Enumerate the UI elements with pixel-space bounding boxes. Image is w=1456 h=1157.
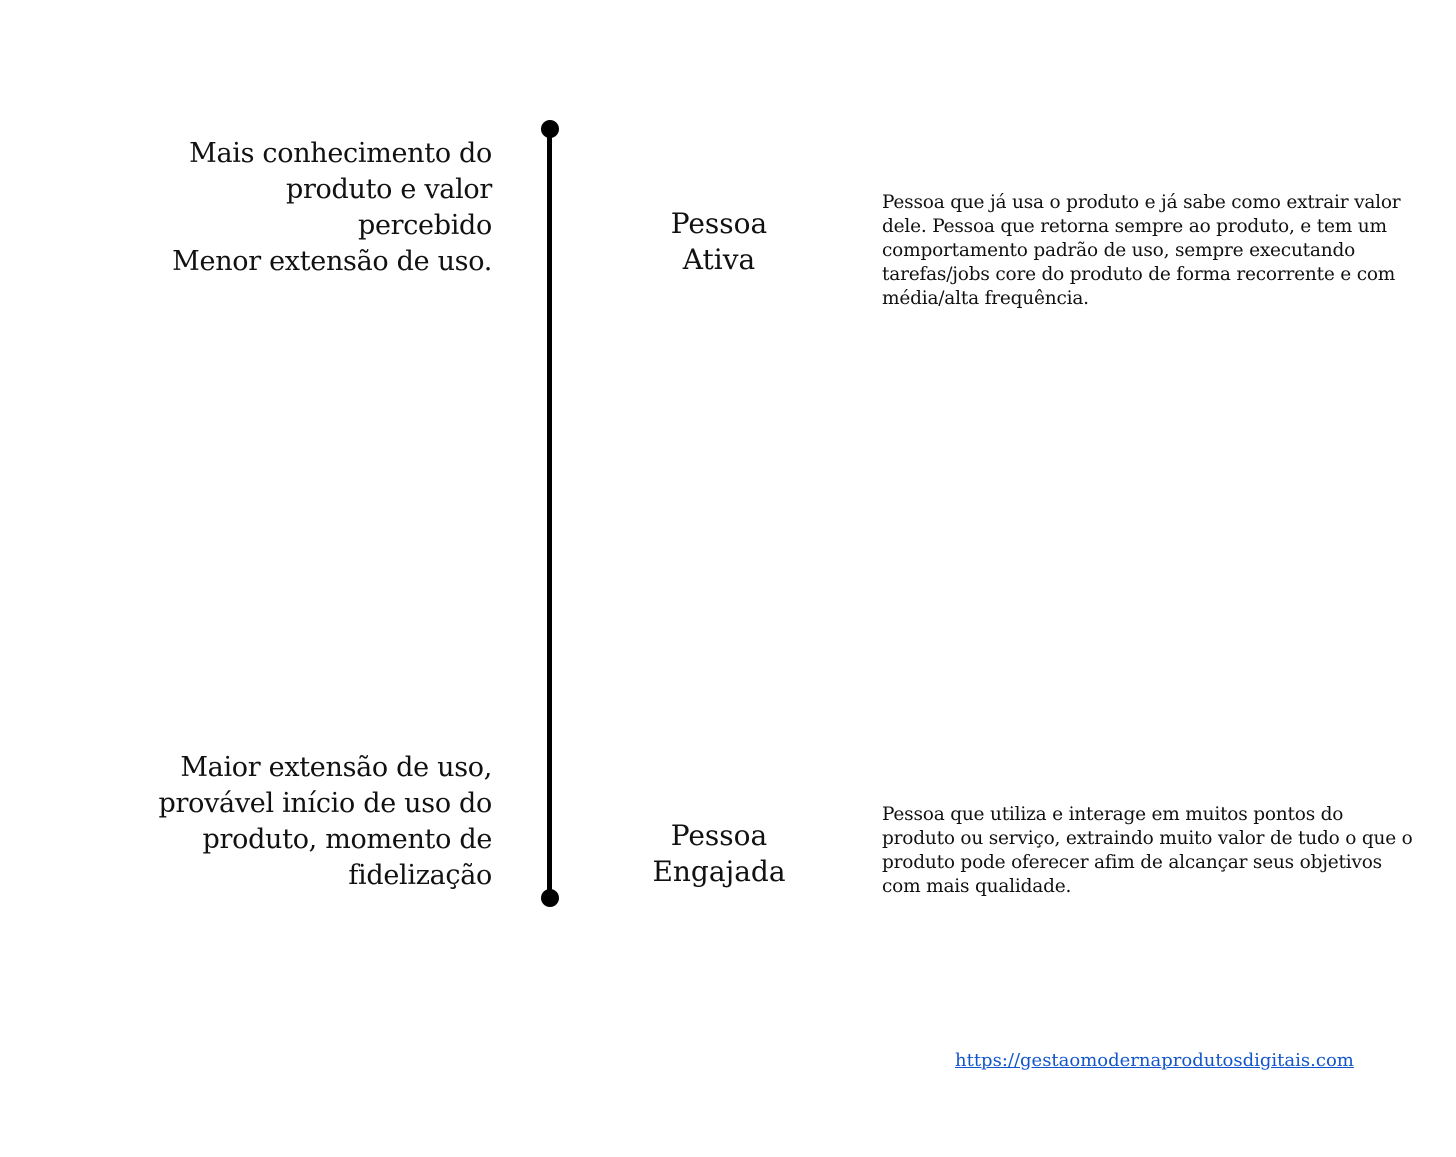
left-label-top: Mais conhecimento do produto e valor percebido Menor extensão de uso. [172,138,492,277]
stage-label-engaged: Pessoa Engajada [652,819,786,888]
description-engaged: Pessoa que utiliza e interage em muitos pontos do produto ou serviço, extraindo muito valor de tudo o que o produto pode oferecer afim de alcançar seus objetivos com mais qualidade. [882,804,1413,897]
footer-website-link[interactable]: https://gestaomodernaprodutosdigitais.com [955,1050,1354,1071]
left-label-bottom: Maior extensão de uso, provável início de uso do produto, momento de fidelização [158,752,492,891]
axis-bottom-dot [541,889,559,907]
axis-top-dot [541,120,559,138]
vertical-axis-line [547,128,552,898]
description-active: Pessoa que já usa o produto e já sabe como extrair valor dele. Pessoa que retorna sempre ao produto, e tem um comportamento padrão de uso, sempre executando tarefas/jobs core do produto de forma recorrente e com média/alta frequência. [882,192,1401,309]
stage-label-active: Pessoa Ativa [670,207,768,276]
